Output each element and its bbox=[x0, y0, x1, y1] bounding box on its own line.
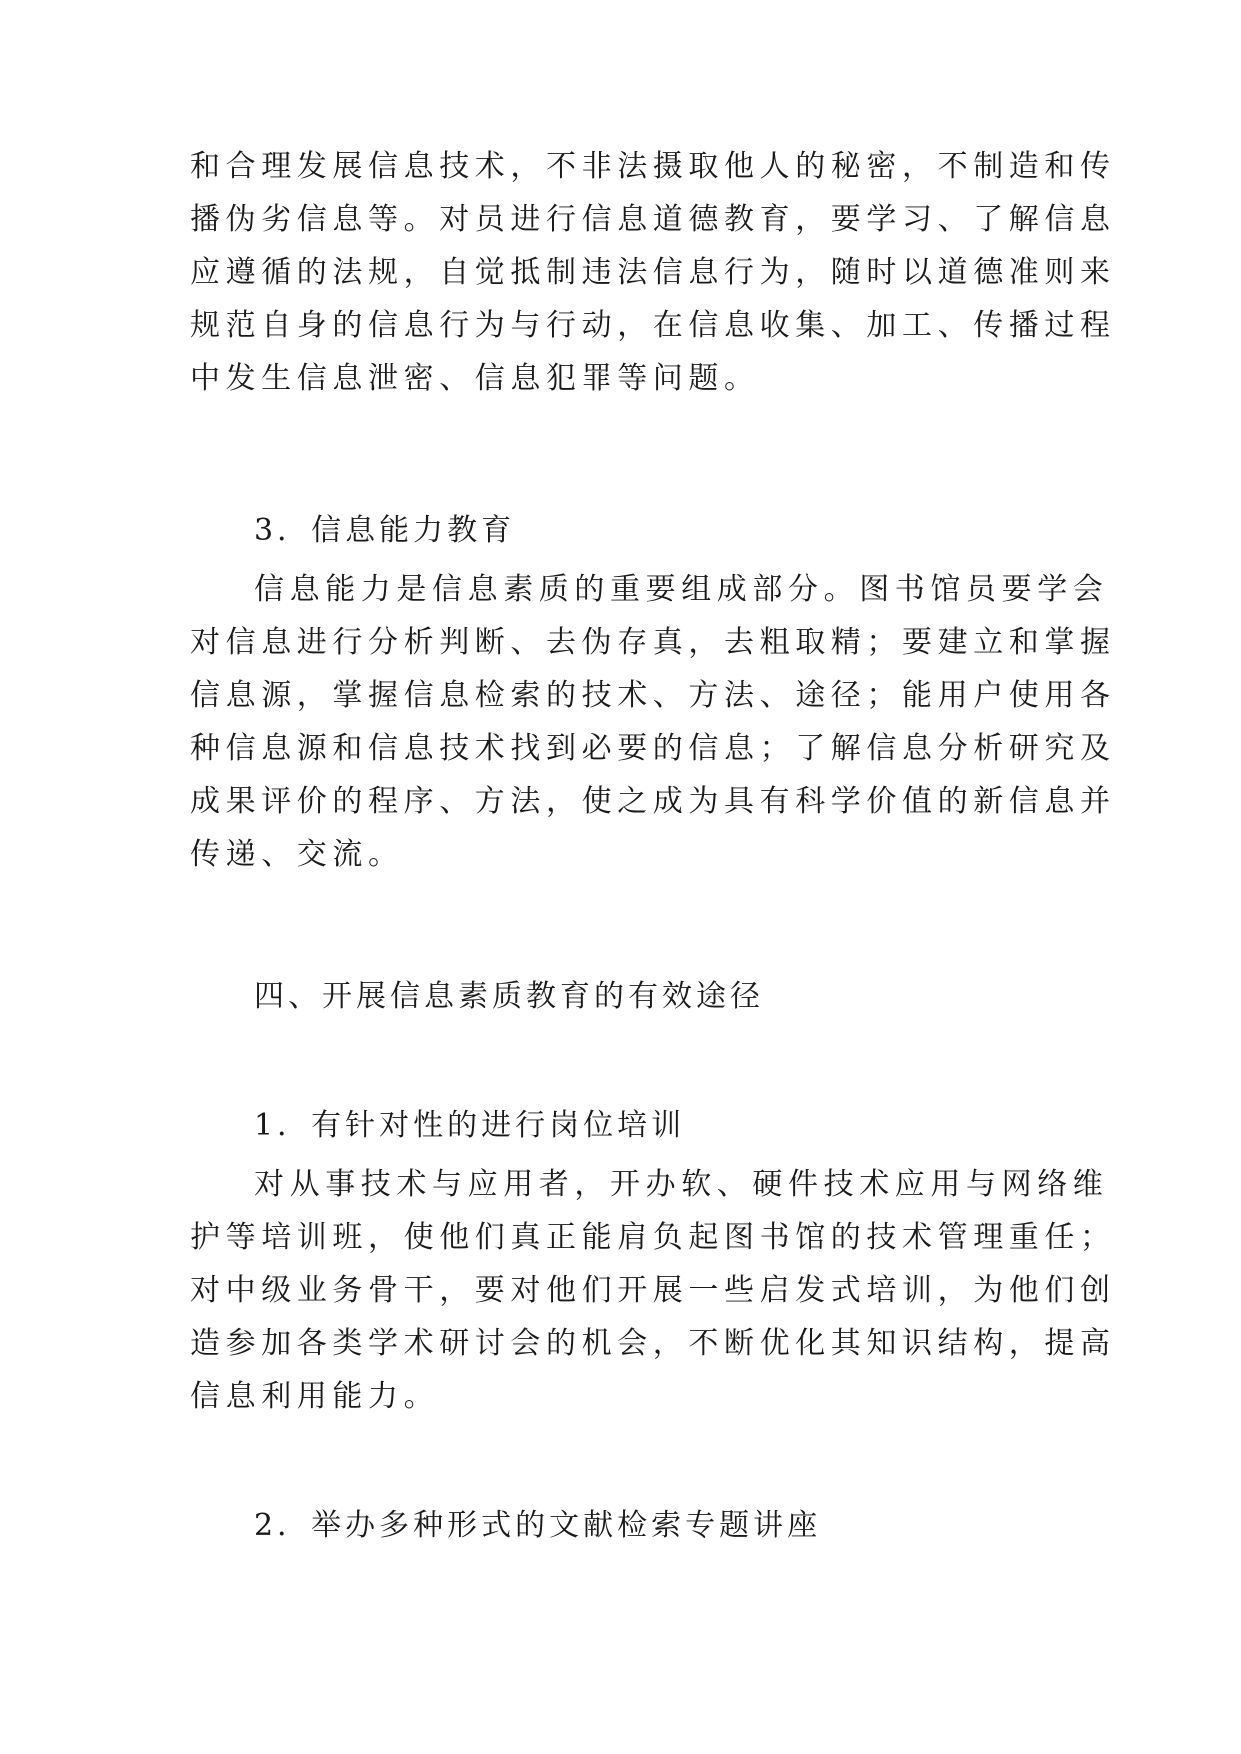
paragraph-line: 护等培训班，使他们真正能肩负起图书馆的技术管理重任； bbox=[190, 1220, 1116, 1255]
paragraph-line: 中发生信息泄密、信息犯罪等问题。 bbox=[190, 361, 760, 396]
paragraph-line: 应遵循的法规，自觉抵制违法信息行为，随时以道德准则来 bbox=[190, 255, 1116, 290]
paragraph-line: 信息能力是信息素质的重要组成部分。图书馆员要学会 bbox=[254, 572, 1109, 607]
paragraph-line: 对信息进行分析判断、去伪存真，去粗取精；要建立和掌握 bbox=[190, 625, 1116, 660]
paragraph-line: 造参加各类学术研讨会的机会，不断优化其知识结构，提高 bbox=[190, 1326, 1116, 1361]
paragraph-line: 信息利用能力。 bbox=[190, 1379, 440, 1414]
paragraph-line: 传递、交流。 bbox=[190, 837, 404, 872]
subheading-information-ability: 3．信息能力教育 bbox=[254, 513, 516, 548]
paragraph-line: 播伪劣信息等。对员进行信息道德教育，要学习、了解信息 bbox=[190, 202, 1116, 237]
paragraph-line: 种信息源和信息技术找到必要的信息；了解信息分析研究及 bbox=[190, 731, 1116, 766]
subheading-lectures: 2．举办多种形式的文献检索专题讲座 bbox=[254, 1508, 822, 1543]
paragraph-line: 和合理发展信息技术，不非法摄取他人的秘密，不制造和传 bbox=[190, 149, 1116, 184]
paragraph-line: 对中级业务骨干，要对他们开展一些启发式培训，为他们创 bbox=[190, 1273, 1116, 1308]
paragraph-line: 成果评价的程序、方法，使之成为具有科学价值的新信息并 bbox=[190, 784, 1116, 819]
paragraph-line: 对从事技术与应用者，开办软、硬件技术应用与网络维 bbox=[254, 1167, 1109, 1202]
paragraph-line: 规范自身的信息行为与行动，在信息收集、加工、传播过程 bbox=[190, 308, 1116, 343]
section-heading: 四、开展信息素质教育的有效途径 bbox=[254, 979, 764, 1014]
subheading-job-training: 1．有针对性的进行岗位培训 bbox=[254, 1108, 686, 1143]
paragraph-line: 信息源，掌握信息检索的技术、方法、途径；能用户使用各 bbox=[190, 678, 1116, 713]
